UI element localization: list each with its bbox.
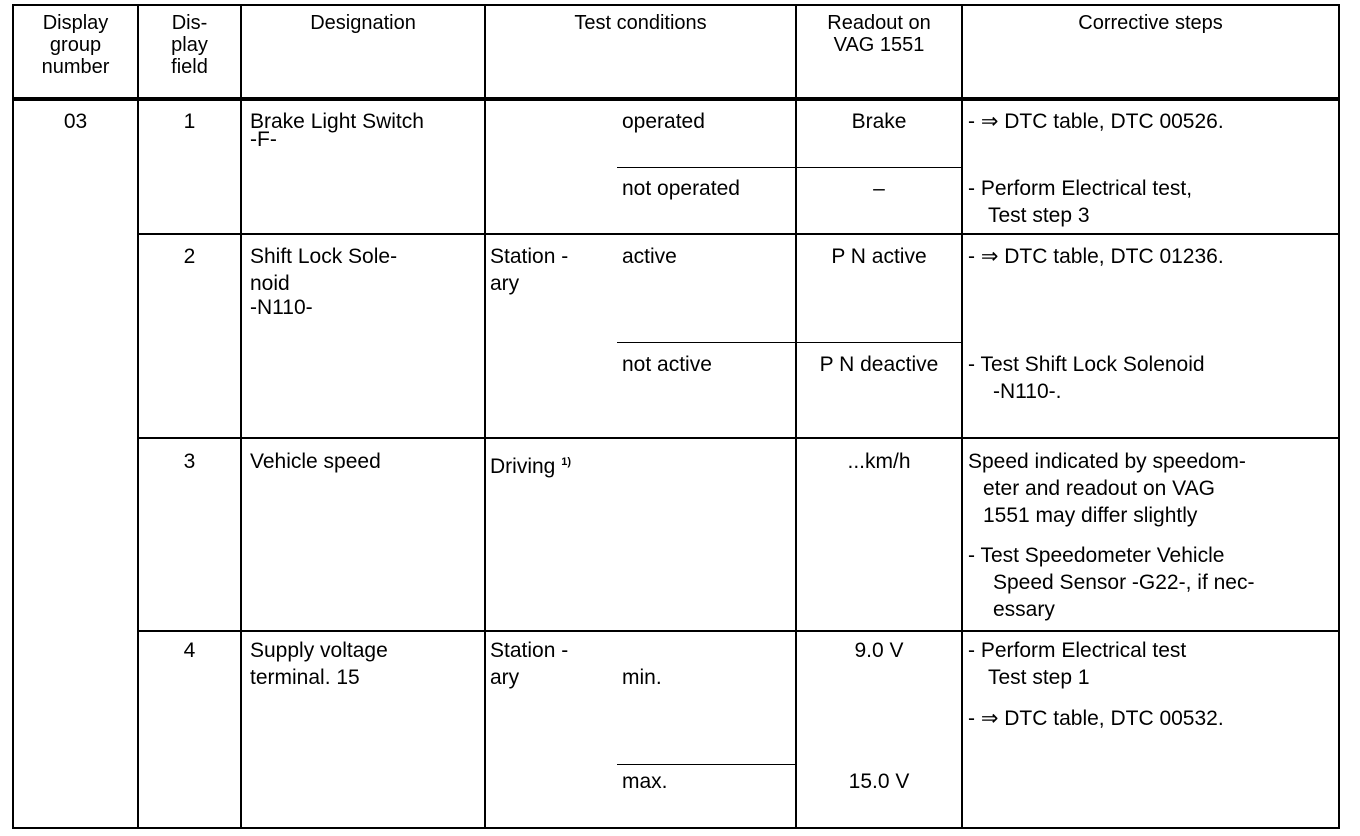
header-designation: Designation xyxy=(310,12,416,34)
row3-corrective-b-line2: Speed Sensor -G22-, if nec- xyxy=(993,571,1255,594)
row-divider-3 xyxy=(137,630,1340,632)
row4-condition-max: max. xyxy=(622,770,668,793)
row2-readout-a: P N active xyxy=(831,245,927,268)
display-group-number: 03 xyxy=(63,110,88,133)
col-divider-corrective xyxy=(961,4,963,829)
row2-field: 2 xyxy=(183,245,196,268)
row4-corrective-a-line2: Test step 1 xyxy=(988,666,1090,689)
table-border-right xyxy=(1338,4,1340,829)
table-border-bottom xyxy=(12,827,1340,829)
row2-primary-condition-line1: Station - xyxy=(490,245,569,268)
header-test-conditions: Test conditions xyxy=(574,12,707,34)
row1-corrective-a: - ⇒ DTC table, DTC 00526. xyxy=(968,110,1224,133)
header-field-line2: play xyxy=(171,34,208,56)
row2-corrective-b-line1: - Test Shift Lock Solenoid xyxy=(968,353,1205,376)
row3-field: 3 xyxy=(183,450,196,473)
row4-primary-condition-line1: Station - xyxy=(490,639,569,662)
subrow-divider-4 xyxy=(617,764,797,765)
header-group-line2: group xyxy=(49,34,102,56)
subrow-divider-1 xyxy=(617,167,963,168)
row4-field: 4 xyxy=(183,639,196,662)
row1-condition-a: operated xyxy=(622,110,705,133)
row3-footnote-marker: 1) xyxy=(561,456,571,468)
row3-corrective-b-line1: - Test Speedometer Vehicle xyxy=(968,544,1225,567)
row1-readout-b: – xyxy=(873,177,885,200)
row-divider-2 xyxy=(137,437,1340,439)
header-corrective: Corrective steps xyxy=(1078,12,1223,34)
header-group-line3: number xyxy=(41,56,110,78)
header-field-line3: field xyxy=(171,56,208,78)
table-border-top xyxy=(12,4,1340,6)
row4-primary-condition-line2: ary xyxy=(490,666,520,689)
row3-corrective-b-line3: essary xyxy=(993,598,1055,621)
row2-primary-condition-line2: ary xyxy=(490,272,520,295)
row4-designation-line1: Supply voltage xyxy=(250,639,388,662)
row3-readout: ...km/h xyxy=(847,450,911,473)
row2-condition-b: not active xyxy=(622,353,712,376)
row4-readout-min: 9.0 V xyxy=(854,639,904,662)
row3-corrective-a-line1: Speed indicated by speedom- xyxy=(968,450,1246,473)
row3-primary-condition xyxy=(490,451,571,478)
row3-corrective-a-line3: 1551 may differ slightly xyxy=(983,504,1198,527)
row4-corrective-a-line1: - Perform Electrical test xyxy=(968,639,1187,662)
subrow-divider-2 xyxy=(617,342,963,343)
row3-corrective-a-line2: eter and readout on VAG xyxy=(983,477,1215,500)
header-group-line1: Display xyxy=(42,12,109,34)
row4-condition-min: min. xyxy=(622,666,662,689)
header-rule xyxy=(12,97,1340,101)
row1-corrective-b-line2: Test step 3 xyxy=(988,204,1090,227)
row1-readout-a: Brake xyxy=(851,110,907,133)
row4-readout-max: 15.0 V xyxy=(848,770,910,793)
row1-condition-b: not operated xyxy=(622,177,740,200)
row3-designation: Vehicle speed xyxy=(250,450,381,473)
row1-designation-line1: Brake Light Switch xyxy=(250,110,424,133)
header-readout-line2: VAG 1551 xyxy=(833,34,925,56)
row2-designation-line1: Shift Lock Sole- xyxy=(250,245,398,268)
row2-corrective-a: - ⇒ DTC table, DTC 01236. xyxy=(968,245,1224,268)
row2-corrective-b-line2: -N110-. xyxy=(993,380,1062,403)
row2-readout-b: P N deactive xyxy=(819,353,939,376)
row4-designation-line2: terminal. 15 xyxy=(250,666,360,689)
row3-condition-text: Driving xyxy=(490,455,556,478)
row-divider-1 xyxy=(137,233,1340,235)
col-divider-designation xyxy=(484,4,486,829)
row2-condition-a: active xyxy=(622,245,677,268)
header-field-line1: Dis- xyxy=(171,12,208,34)
row1-field: 1 xyxy=(183,110,196,133)
row4-corrective-b: - ⇒ DTC table, DTC 00532. xyxy=(968,707,1224,730)
row2-designation-line2: noid xyxy=(250,272,290,295)
row1-designation-line2: -F- xyxy=(250,128,277,151)
col-divider-field xyxy=(240,4,242,829)
row1-corrective-b-line1: - Perform Electrical test, xyxy=(968,177,1193,200)
row2-designation-line3: -N110- xyxy=(250,296,313,319)
header-readout-line1: Readout on xyxy=(827,12,931,34)
